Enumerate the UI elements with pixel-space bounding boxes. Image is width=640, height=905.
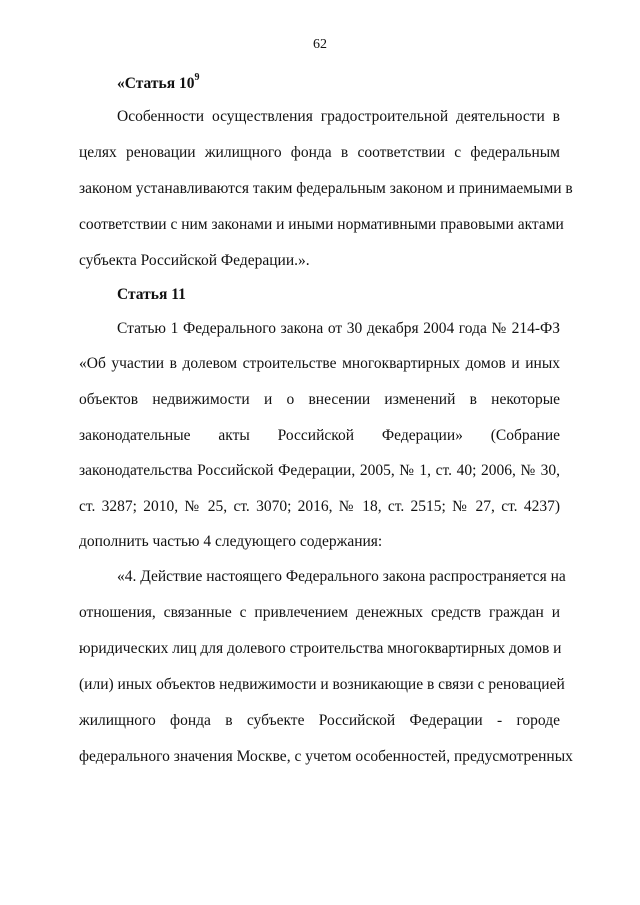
article-10-9-heading-text: «Статья 10 [117,75,195,93]
article-11-paragraph1-line: Статью 1 Федерального закона от 30 декабря 2004 года № 214-ФЗ [117,320,560,337]
article-10-9-heading [117,74,199,93]
article-11-heading: Статья 11 [117,286,186,303]
article-11-paragraph1-line: объектов недвижимости и о внесении изменений в некоторые [79,391,560,408]
page-number: 62 [313,37,327,52]
article-10-9-line: целях реновации жилищного фонда в соответствии с федеральным [79,144,560,161]
article-11-paragraph2-line: юридических лиц для долевого строительства многоквартирных домов и [79,640,562,657]
article-11-paragraph2-line: отношения, связанные с привлечением денежных средств граждан и [79,604,560,621]
article-10-9-line: соответствии с ним законами и иными нормативными правовыми актами [79,216,564,233]
article-10-9-line: Особенности осуществления градостроительной деятельности в [117,108,560,125]
article-11-paragraph1-line: дополнить частью 4 следующего содержания: [79,533,383,550]
article-11-paragraph2-line: федерального значения Москве, с учетом особенностей, предусмотренных [79,748,573,765]
article-11-paragraph1-line: «Об участии в долевом строительстве многоквартирных домов и иных [79,355,560,372]
article-11-paragraph1-line: ст. 3287; 2010, № 25, ст. 3070; 2016, № 18, ст. 2515; № 27, ст. 4237) [79,498,560,515]
article-11-paragraph1-line: законодательные акты Российской Федерации» (Собрание [79,427,560,444]
article-11-paragraph2-line: (или) иных объектов недвижимости и возникающие в связи с реновацией [79,676,565,693]
article-10-9-line: субъекта Российской Федерации.». [79,252,310,269]
article-11-paragraph2-line: «4. Действие настоящего Федерального закона распространяется на [117,568,566,585]
article-10-9-line: законом устанавливаются таким федеральным законом и принимаемыми в [79,180,573,197]
article-11-paragraph2-line: жилищного фонда в субъекте Российской Федерации - городе [79,712,560,729]
article-10-9-superscript: 9 [194,72,200,83]
article-11-paragraph1-line: законодательства Российской Федерации, 2005, № 1, ст. 40; 2006, № 30, [79,462,560,479]
